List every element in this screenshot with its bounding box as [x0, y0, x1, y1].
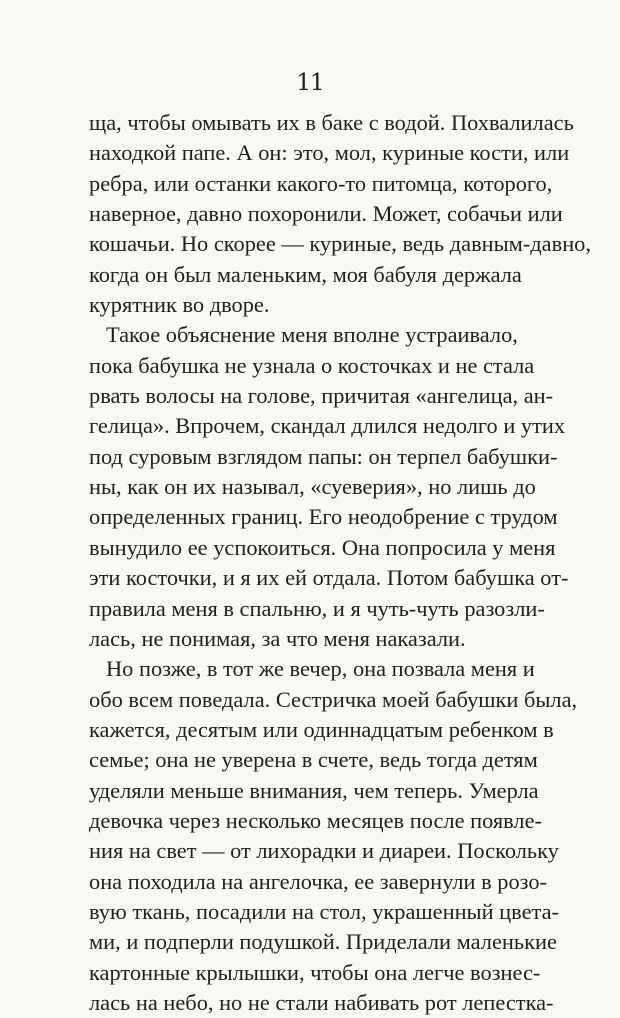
text-line: Такое объяснение меня вполне устраивало,	[106, 322, 518, 348]
text-line: под суровым взглядом папы: он терпел бабушки-	[89, 443, 558, 469]
page-number: 11	[296, 70, 324, 96]
text-line: курятник во дворе.	[89, 292, 270, 318]
text-line: когда он был маленьким, моя бабуля держала	[89, 261, 522, 287]
text-line: ния на свет — от лихорадки и диареи. Поскольку	[89, 838, 559, 864]
text-line: вую ткань, посадили на стол, украшенный цвета-	[89, 898, 559, 924]
text-line: она походила на ангелочка, ее завернули в розо-	[89, 868, 548, 894]
paragraph	[89, 654, 578, 1018]
text-line: вынудило ее успокоиться. Она попросила у меня	[89, 534, 556, 560]
text-line: картонные крылышки, чтобы она легче вознес-	[89, 959, 541, 985]
text-line: обо всем поведала. Сестричка моей бабушки была,	[89, 686, 578, 712]
text-line: наверное, давно похоронили. Может, собачьи или	[89, 201, 563, 227]
text-line: рвать волосы на голове, причитая «ангелица, ан-	[89, 383, 554, 409]
text-line: кажется, десятым или одиннадцатым ребенком в	[89, 716, 554, 742]
text-line: гелица». Впрочем, скандал длился недолго и утих	[89, 413, 566, 439]
text-line: девочка через несколько месяцев после появле-	[89, 807, 542, 833]
body-text	[89, 108, 591, 1018]
text-line: правила меня в спальню, и я чуть-чуть разозли-	[89, 595, 545, 621]
text-line: ща, чтобы омывать их в баке с водой. Похвалилась	[89, 110, 574, 135]
text-line: ми, и подперли подушкой. Приделали маленькие	[89, 929, 557, 955]
text-line: кошачьи. Но скорее — куриные, ведь давным-давно,	[89, 231, 591, 257]
text-line: пока бабушка не узнала о косточках и не стала	[89, 352, 535, 378]
text-line: лась на небо, но не стали набивать рот лепестка-	[89, 989, 554, 1015]
text-line: ны, как он их называл, «суеверия», но лишь до	[89, 474, 536, 500]
paragraph	[89, 108, 591, 320]
text-line: уделяли меньше внимания, чем теперь. Умерла	[89, 777, 539, 803]
text-line: ребра, или останки какого-то питомца, которого,	[89, 170, 553, 196]
text-line: семье; она не уверена в счете, ведь тогда детям	[89, 747, 538, 773]
text-line: лась, не понимая, за что меня наказали.	[89, 625, 466, 651]
paragraph	[89, 320, 569, 654]
text-line: определенных границ. Его неодобрение с трудом	[89, 504, 558, 530]
text-line: находкой папе. А он: это, мол, куриные кости, или	[89, 140, 570, 166]
text-line: эти косточки, и я их ей отдала. Потом бабушка от-	[89, 565, 569, 591]
text-line: Но позже, в тот же вечер, она позвала меня и	[106, 656, 535, 682]
